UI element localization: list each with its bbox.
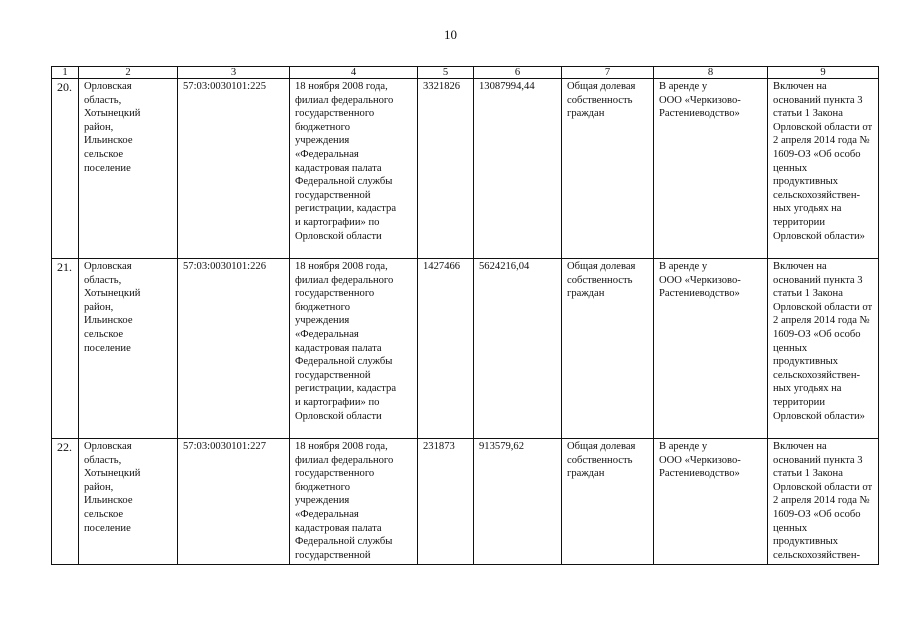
cadastral-value-cell: 913579,62 [474,439,562,565]
column-header: 4 [290,67,418,79]
table-row [52,439,879,565]
area-cell: 231873 [418,439,474,565]
area-cell: 1427466 [418,259,474,439]
cadastral-value-cell: 13087994,44 [474,79,562,259]
column-number-row [52,67,879,79]
legal-basis-cell: Включен на оснований пункта 3 статьи 1 Закона Орловской области от 2 апреля 2014 года № 1609-ОЗ «Об особо ценных продуктивных сельскохозяйствен- [768,439,879,565]
column-header: 1 [52,67,79,79]
column-header: 9 [768,67,879,79]
lease-cell: В аренде у ООО «Черкизово- Растениеводство» [654,79,768,259]
column-header: 8 [654,67,768,79]
ownership-cell: Общая долевая собственность граждан [562,439,654,565]
row-number: 22. [52,439,79,565]
location-cell: Орловская область, Хотынецкий район, Ильинское сельское поселение [79,439,178,565]
column-header: 7 [562,67,654,79]
location-cell: Орловская область, Хотынецкий район, Ильинское сельское поселение [79,259,178,439]
page-number: 10 [444,27,457,42]
column-header: 6 [474,67,562,79]
cadastral-number-cell: 57:03:0030101:225 [178,79,290,259]
land-registry-table [51,66,879,565]
location-cell: Орловская область, Хотынецкий район, Ильинское сельское поселение [79,79,178,259]
lease-cell: В аренде у ООО «Черкизово- Растениеводство» [654,439,768,565]
row-number: 20. [52,79,79,259]
ownership-cell: Общая долевая собственность граждан [562,79,654,259]
cadastral-number-cell: 57:03:0030101:226 [178,259,290,439]
cadastral-number-cell: 57:03:0030101:227 [178,439,290,565]
column-header: 3 [178,67,290,79]
lease-cell: В аренде у ООО «Черкизово- Растениеводство» [654,259,768,439]
ownership-cell: Общая долевая собственность граждан [562,259,654,439]
registration-cell: 18 ноября 2008 года, филиал федерального государственного бюджетного учреждения «Федеральная кадастровая палата Федеральной службы государственной регистрации, кадастра и картографии» по Орловской области [290,259,418,439]
column-header: 2 [79,67,178,79]
area-cell: 3321826 [418,79,474,259]
cadastral-value-cell: 5624216,04 [474,259,562,439]
table-row [52,79,879,259]
row-number: 21. [52,259,79,439]
column-header: 5 [418,67,474,79]
table-row [52,259,879,439]
registration-cell: 18 ноября 2008 года, филиал федерального государственного бюджетного учреждения «Федеральная кадастровая палата Федеральной службы государственной [290,439,418,565]
registration-cell: 18 ноября 2008 года, филиал федерального государственного бюджетного учреждения «Федеральная кадастровая палата Федеральной службы государственной регистрации, кадастра и картографии» по Орловской области [290,79,418,259]
legal-basis-cell: Включен на оснований пункта 3 статьи 1 Закона Орловской области от 2 апреля 2014 года № 1609-ОЗ «Об особо ценных продуктивных сельскохозяйствен- ных угодьях на территории Орловской области» [768,259,879,439]
legal-basis-cell: Включен на оснований пункта 3 статьи 1 Закона Орловской области от 2 апреля 2014 года № 1609-ОЗ «Об особо ценных продуктивных сельскохозяйствен- ных угодьях на территории Орловской области» [768,79,879,259]
